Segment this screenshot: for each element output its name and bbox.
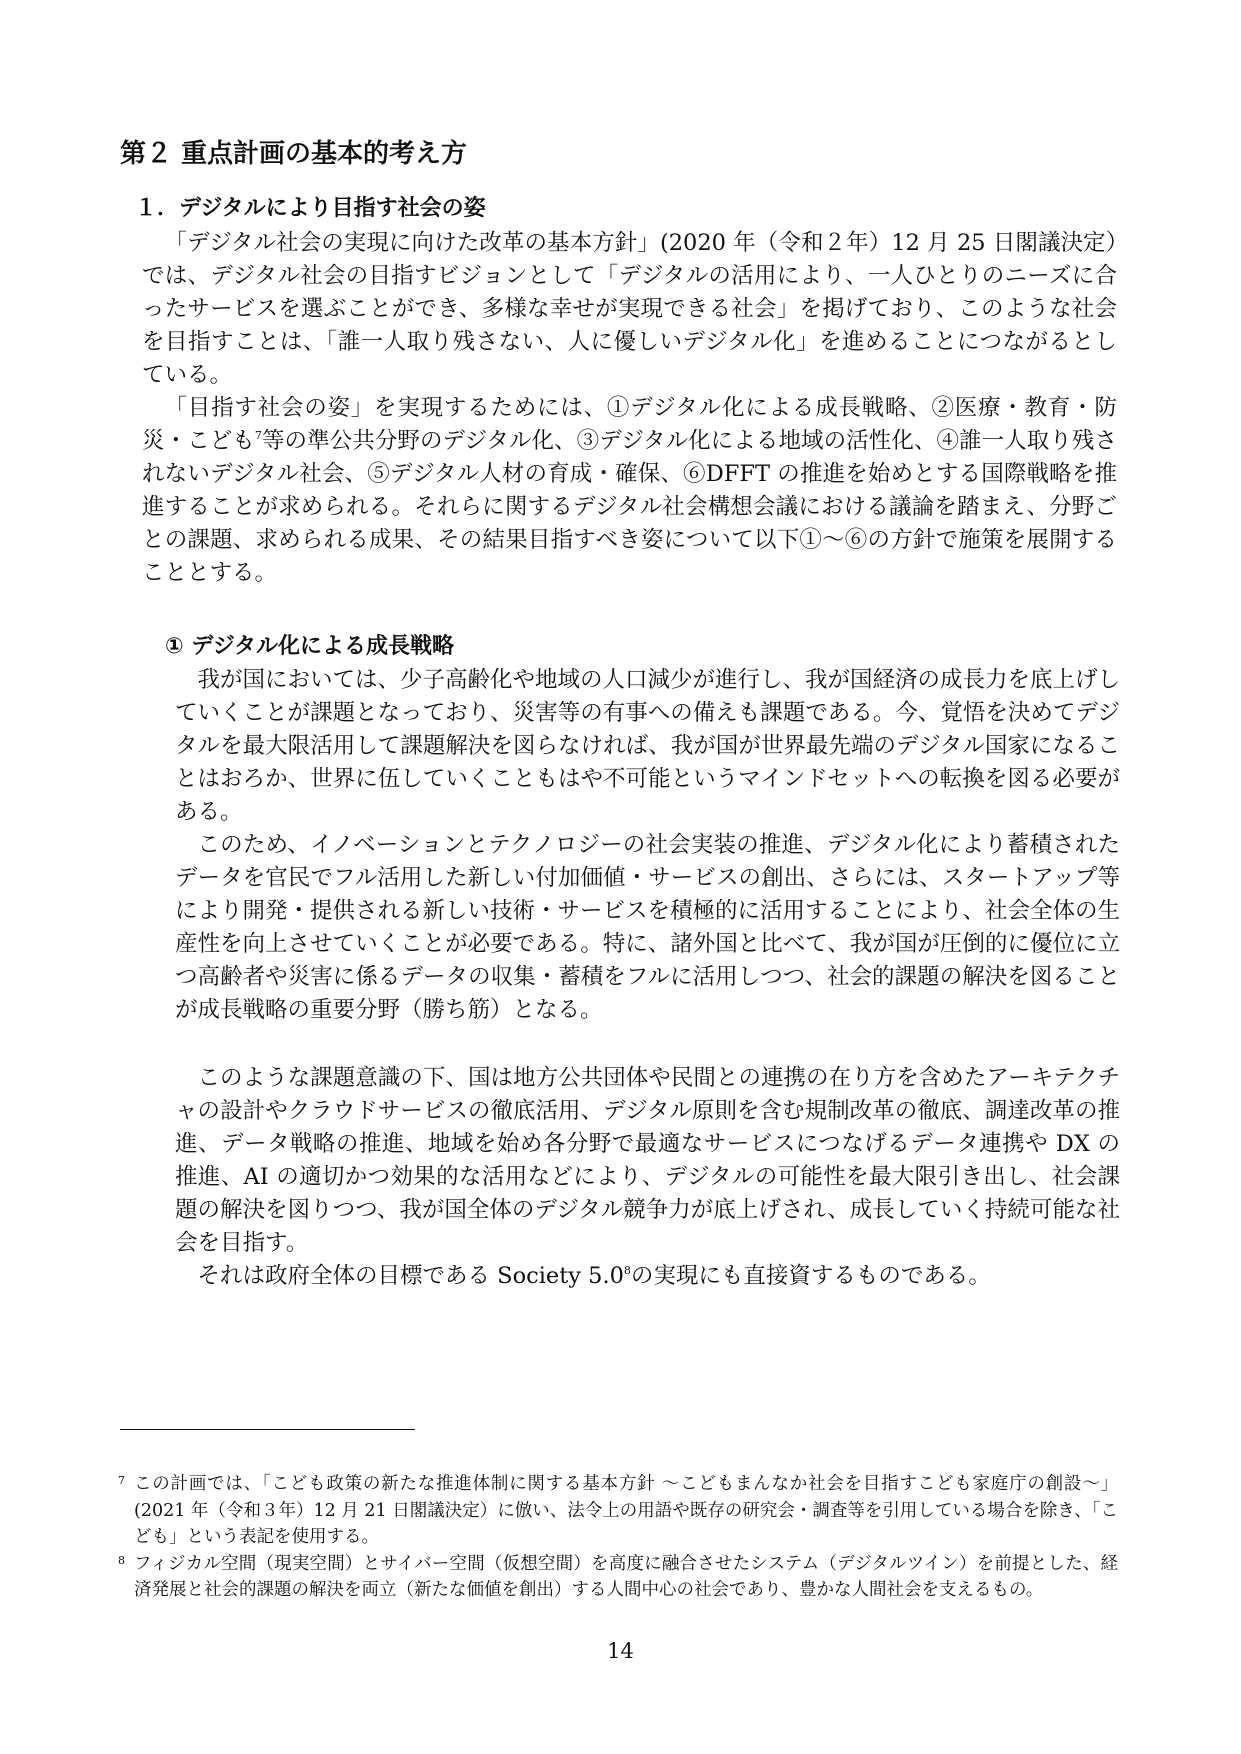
paragraph-text: 「目指す社会の姿」を実現するためには、①デジタル化による成長戦略、②医療・教育・防災・こども — [142, 395, 1117, 454]
subsection-heading: ① デジタル化による成長戦略 — [165, 634, 454, 659]
footnote-divider — [120, 1429, 415, 1430]
paragraph: 我が国においては、少子高齢化や地域の人口減少が進行し、我が国経済の成長力を底上げしていくことが課題となっており、災害等の有事への備えも課題である。今、覚悟を決めてデジタルを最大限活用して課題解決を図らなければ、我が国が世界最先端のデジタル国家になることはおろか、世界に伍していくこともはや不可能というマインドセットへの転換を図る必要がある。 — [175, 667, 1121, 825]
footnote-number: 7 — [118, 1474, 125, 1487]
subsection-body-1 — [175, 664, 1120, 1027]
footnote — [118, 1471, 1118, 1551]
footnote-number: 8 — [118, 1553, 125, 1567]
footnote-text: この計画では、「こども政策の新たな推進体制に関する基本方針 ～こどもまんなか社会を目指すこども家庭庁の創設～」(2021 年（令和３年）12 月 21 日閣議決定）に倣い、法令上の用語や既存の研究会・調査等を引用している場合を除き、「こども」という表記を使用する。 — [134, 1474, 1118, 1547]
footnote — [118, 1551, 1118, 1604]
footnotes — [118, 1471, 1118, 1604]
page-number: 14 — [607, 1639, 634, 1663]
subsection-body-2 — [175, 1062, 1120, 1293]
paragraph: 「デジタル社会の実現に向けた改革の基本方針」(2020 年（令和２年）12 月 25 日閣議決定）では、デジタル社会の目指すビジョンとして「デジタルの活用により、一人ひとりのニーズに合ったサービスを選ぶことができ、多様な幸せが実現できる社会」を掲げており、このような社会を目指すことは、「誰一人取り残さない、人に優しいデジタル化」を進めることにつながるとしている。 — [142, 230, 1117, 388]
paragraph-text: それは政府全体の目標である Society 5.0 — [197, 1263, 624, 1289]
chapter-heading: 第２ 重点計画の基本的考え方 — [120, 139, 468, 169]
footnote-ref: 7 — [254, 429, 262, 442]
footnote-text: フィジカル空間（現実空間）とサイバー空間（仮想空間）を高度に融合させたシステム（デジタルツイン）を前提とした、経済発展と社会的課題の解決を両立（新たな価値を創出）する人間中心の社会であり、豊かな人間社会を支えるもの。 — [134, 1553, 1118, 1600]
paragraph-text: 等の準公共分野のデジタル化、③デジタル化による地域の活性化、④誰一人取り残されないデジタル社会、⑤デジタル人材の育成・確保、⑥DFFT の推進を始めとする国際戦略を推進することが求められる。それらに関するデジタル社会構想会議における議論を踏まえ、分野ごとの課題、求められる成果、その結果目指すべき姿について以下①～⑥の方針で施策を展開することとする。 — [142, 428, 1117, 586]
paragraph: このため、イノベーションとテクノロジーの社会実装の推進、デジタル化により蓄積されたデータを官民でフル活用した新しい付加価値・サービスの創出、さらには、スタートアップ等により開発・提供される新しい技術・サービスを積極的に活用することにより、社会全体の生産性を向上させていくことが必要である。特に、諸外国と比べて、我が国が圧倒的に優位に立つ高齢者や災害に係るデータの収集・蓄積をフルに活用しつつ、社会的課題の解決を図ることが成長戦略の重要分野（勝ち筋）となる。 — [175, 832, 1121, 1023]
paragraph — [175, 1260, 1120, 1293]
footnote-ref: 8 — [623, 1264, 631, 1277]
paragraph — [142, 392, 1117, 590]
section-body-1 — [142, 227, 1117, 590]
paragraph: このような課題意識の下、国は地方公共団体や民間との連携の在り方を含めたアーキテクチャの設計やクラウドサービスの徹底活用、デジタル原則を含む規制改革の徹底、調達改革の推進、データ戦略の推進、地域を始め各分野で最適なサービスにつなげるデータ連携や DX の推進、AI の適切かつ効果的な活用などにより、デジタルの可能性を最大限引き出し、社会課題の解決を図りつつ、我が国全体のデジタル競争力が底上げされ、成長していく持続可能な社会を目指す。 — [175, 1065, 1120, 1256]
paragraph-text: の実現にも直接資するものである。 — [630, 1263, 991, 1289]
section-heading: １．デジタルにより目指す社会の姿 — [135, 196, 486, 221]
